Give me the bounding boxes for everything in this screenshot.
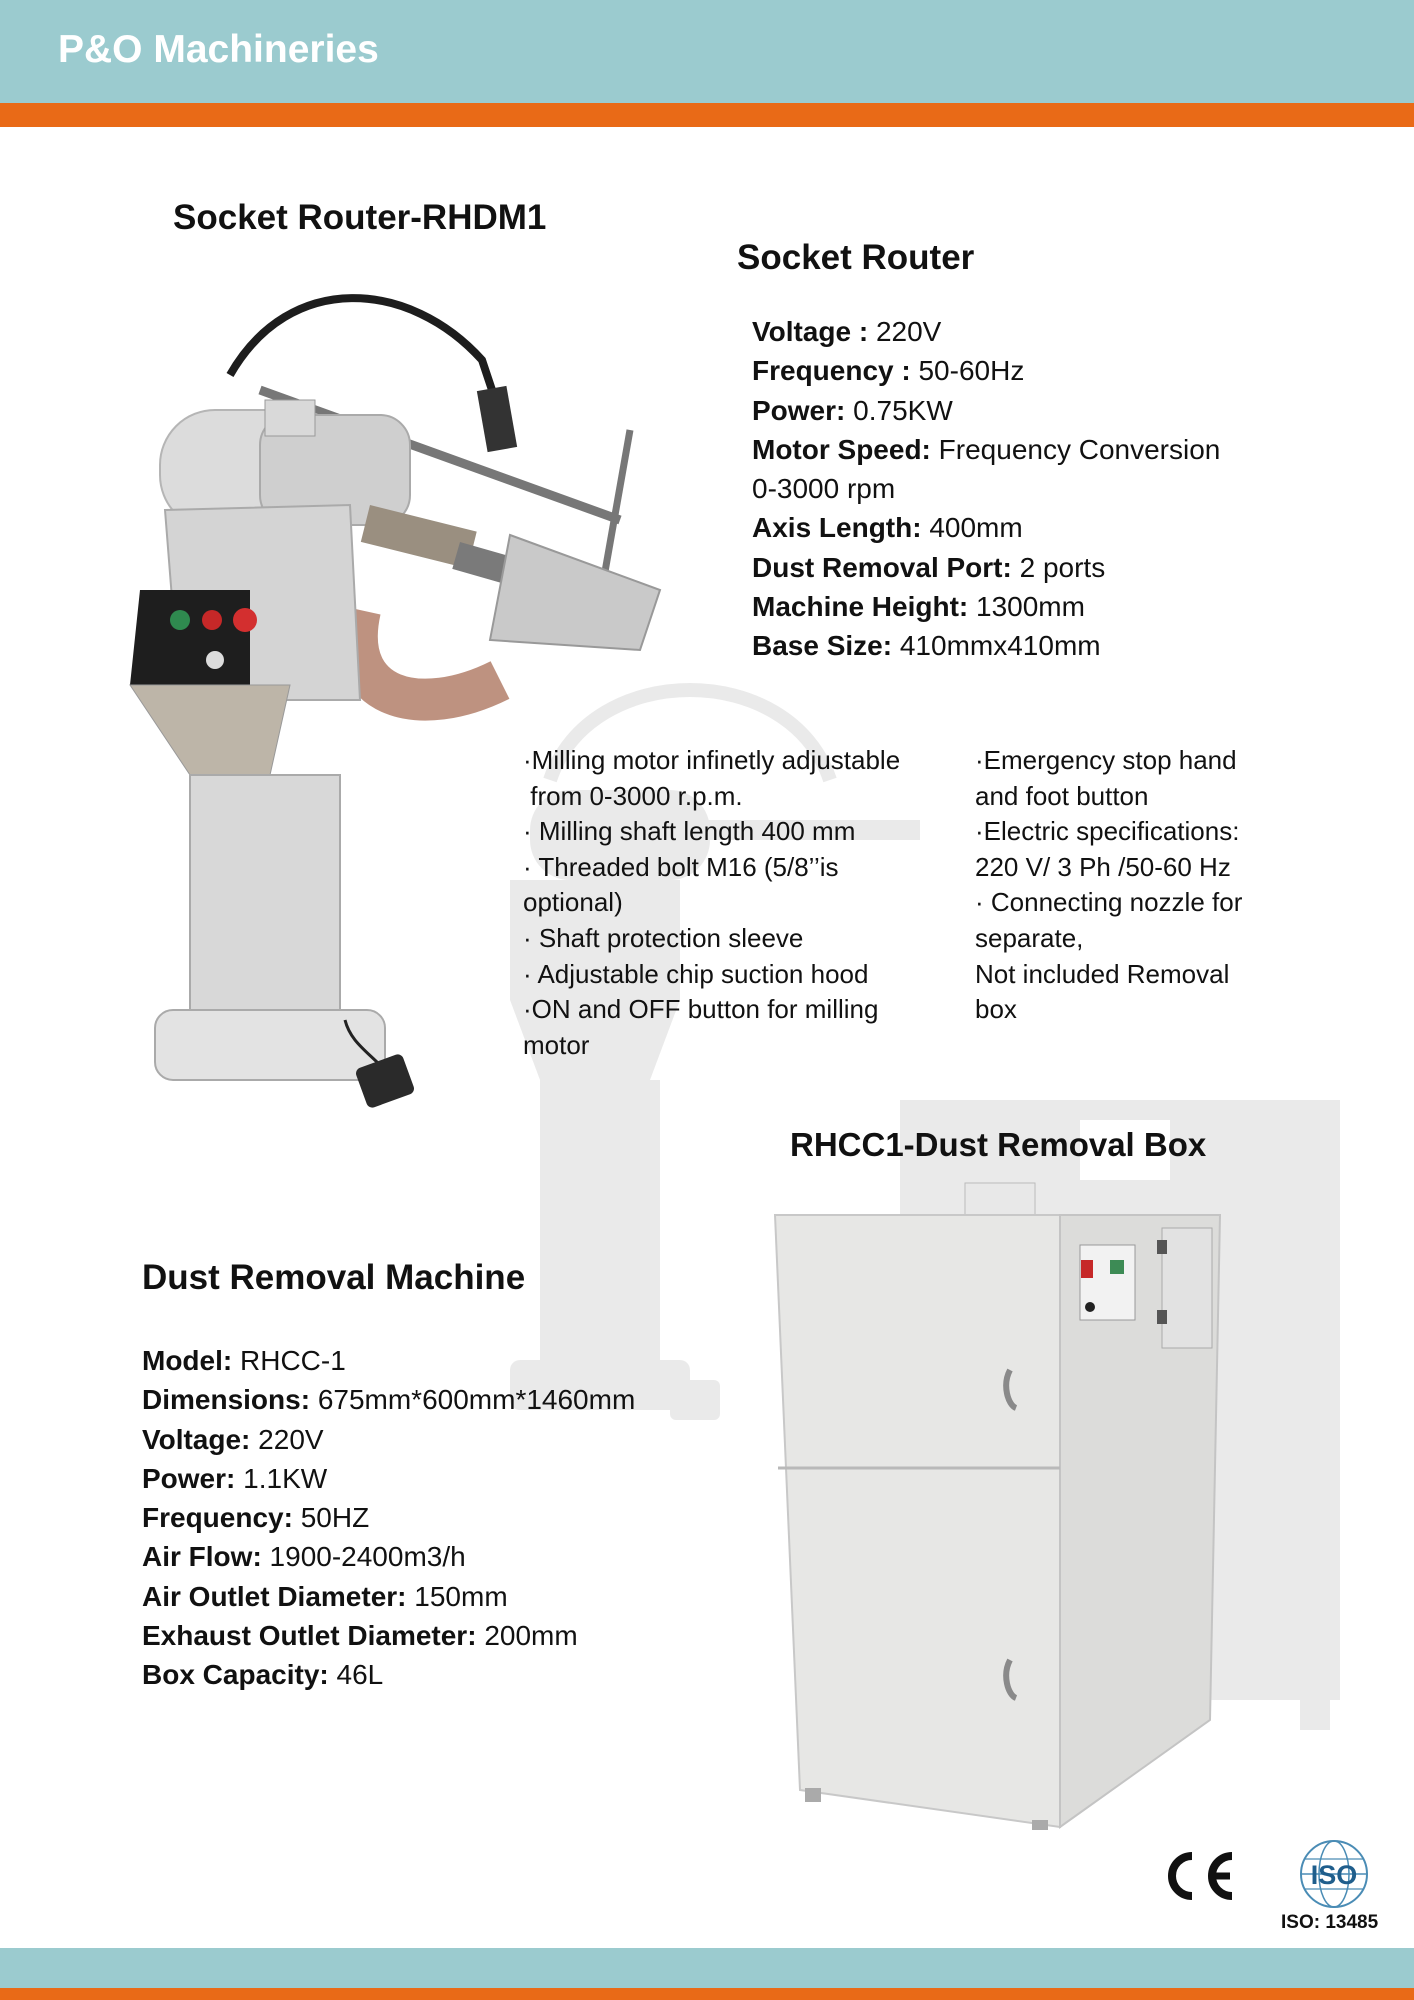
dust-box-image-title: RHCC1-Dust Removal Box — [790, 1126, 1207, 1163]
dust-specs — [142, 1341, 635, 1695]
feature-line: and foot button — [975, 780, 1149, 811]
spec-row: Air Outlet Diameter: 150mm — [142, 1580, 508, 1612]
feature-line: ·Emergency stop hand — [975, 745, 1237, 775]
spec-row: Voltage : 220V — [752, 316, 942, 347]
router-features-left — [523, 743, 900, 1063]
feature-line: · Milling shaft length 400 mm — [523, 816, 856, 847]
feature-line: ·Milling motor infinetly adjustable — [523, 745, 901, 775]
feature-line: motor — [523, 1029, 590, 1060]
iso-globe-icon — [1297, 1837, 1371, 1911]
router-heading: Socket Router — [737, 238, 975, 277]
spec-row: Base Size: 410mmx410mm — [752, 630, 1101, 662]
spec-row: 0-3000 rpm — [752, 473, 896, 505]
dust-heading: Dust Removal Machine — [142, 1258, 526, 1297]
feature-line: · Connecting nozzle for — [975, 887, 1243, 918]
spec-row: Voltage: 220V — [142, 1423, 324, 1455]
brand-name: P&O Machineries — [58, 28, 379, 71]
spec-row: Frequency: 50HZ — [142, 1502, 370, 1534]
footer-bar — [0, 1948, 1414, 1988]
spec-row: Machine Height: 1300mm — [752, 591, 1085, 623]
spec-row: Box Capacity: 46L — [142, 1659, 384, 1691]
ce-mark-icon — [1158, 1850, 1238, 1902]
spec-row: Exhaust Outlet Diameter: 200mm — [142, 1620, 578, 1652]
spec-row: Dust Removal Port: 2 ports — [752, 551, 1106, 583]
feature-line: · Threaded bolt M16 (5/8’’is — [523, 851, 839, 882]
feature-line: ·ON and OFF button for milling — [523, 994, 879, 1025]
spec-row: Frequency : 50-60Hz — [752, 355, 1025, 387]
spec-row: Air Flow: 1900-2400m3/h — [142, 1541, 466, 1573]
router-features-right — [975, 743, 1242, 1028]
spec-row: Axis Length: 400mm — [752, 512, 1023, 544]
feature-line: separate, — [975, 922, 1084, 953]
feature-line: 220 V/ 3 Ph /50-60 Hz — [975, 851, 1231, 882]
feature-line: optional) — [523, 887, 623, 918]
feature-line: ·Electric specifications: — [975, 816, 1240, 847]
feature-line: Not included Removal — [975, 958, 1230, 989]
iso-caption: ISO: 13485 — [1281, 1912, 1379, 1933]
spec-row: Power: 1.1KW — [142, 1462, 328, 1494]
feature-line: from 0-3000 r.p.m. — [523, 780, 743, 811]
feature-line: box — [975, 994, 1017, 1025]
feature-line: · Adjustable chip suction hood — [523, 958, 869, 989]
footer-accent-stripe — [0, 1988, 1414, 2000]
spec-row: Dimensions: 675mm*600mm*1460mm — [142, 1384, 636, 1416]
spec-row: Motor Speed: Frequency Conversion — [752, 433, 1221, 465]
header-accent-stripe — [0, 103, 1414, 127]
router-image-title: Socket Router-RHDM1 — [173, 198, 547, 237]
dust-removal-box-image — [770, 1180, 1230, 1830]
feature-line: · Shaft protection sleeve — [523, 922, 804, 953]
spec-row: Power: 0.75KW — [752, 394, 953, 426]
iso-logo-text: ISO — [1310, 1860, 1358, 1890]
router-specs — [752, 312, 1220, 666]
spec-row: Model: RHCC-1 — [142, 1345, 346, 1376]
